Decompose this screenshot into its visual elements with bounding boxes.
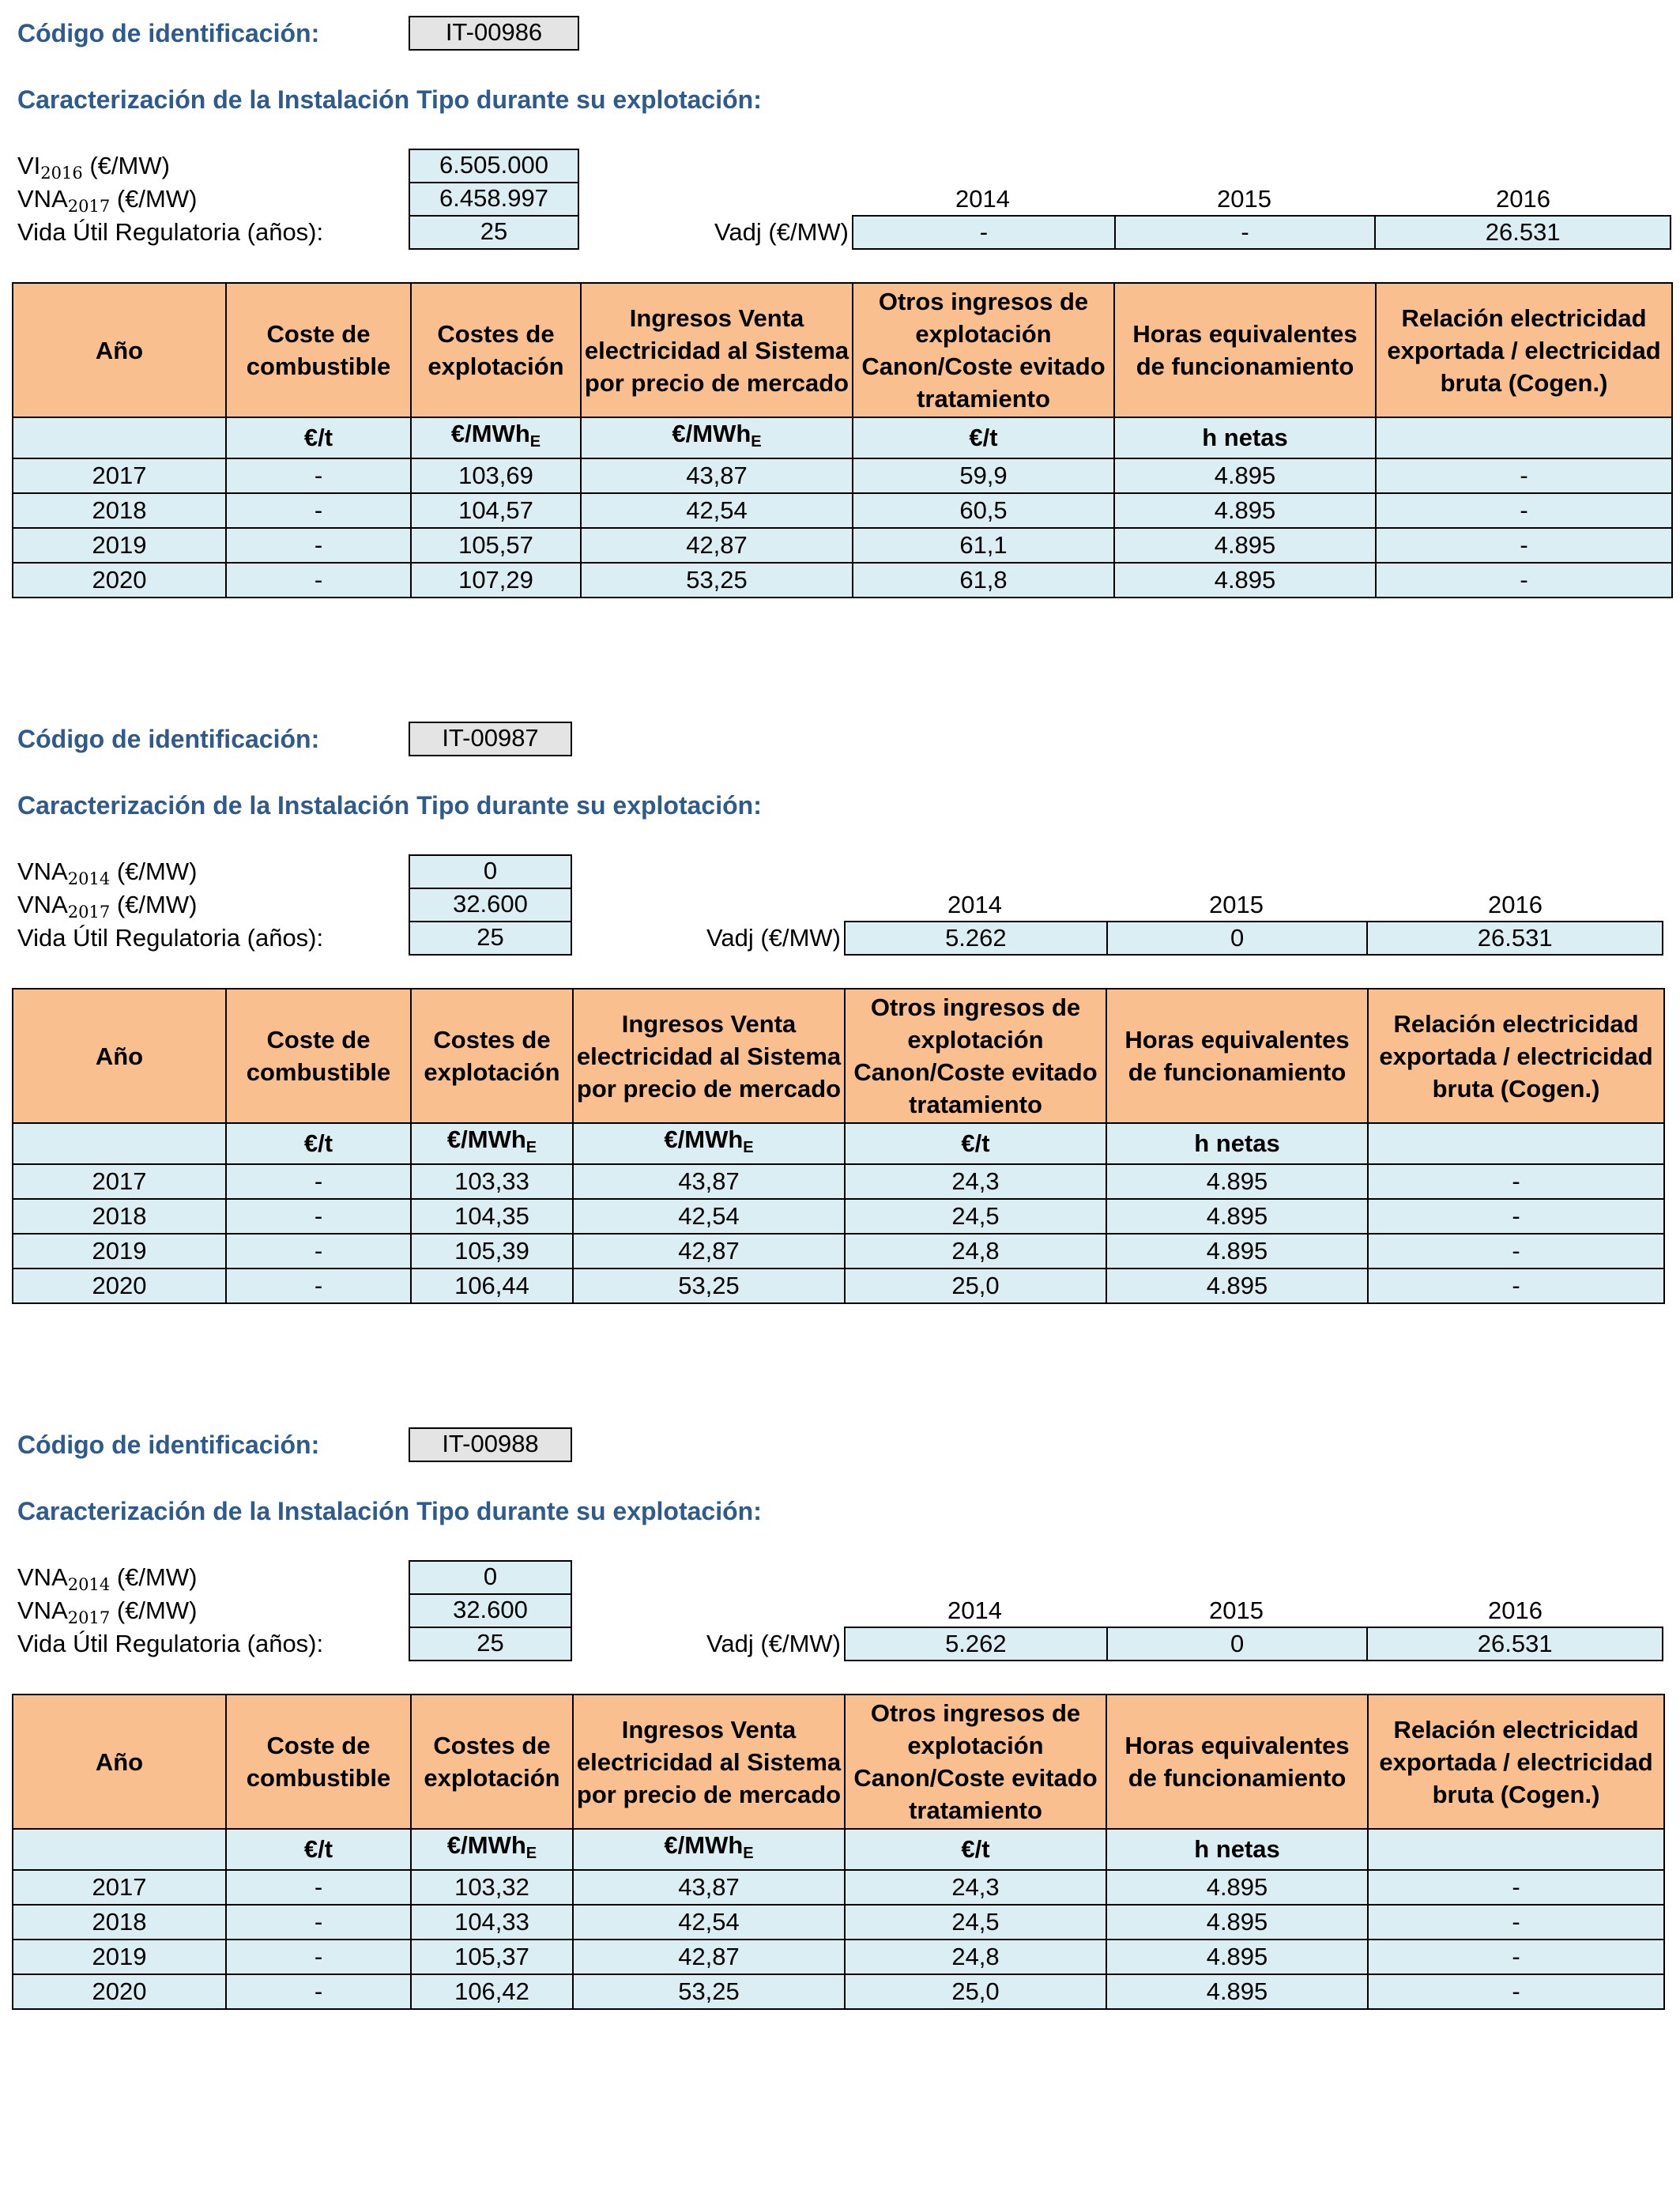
vadj-year-2015: 2015 [1209, 891, 1264, 918]
table-cell: 2019 [13, 1234, 226, 1269]
unit-cell-2 [411, 1829, 573, 1870]
table-cell: 4.895 [1106, 1974, 1368, 2009]
code-label: Código de identificación: [17, 725, 320, 753]
table-cell: - [226, 1234, 411, 1269]
section-title: Caracterización de la Instalación Tipo durante su explotación: [17, 1497, 762, 1525]
unit-text: €/t [303, 1835, 333, 1863]
table-cell: - [1368, 1905, 1664, 1940]
param3-value: 25 [409, 215, 579, 250]
unit-cell-3 [581, 417, 853, 458]
param2-label-sub: 2017 [67, 1608, 111, 1627]
param1-label-main: VI [17, 152, 41, 179]
table-cell: 2019 [13, 528, 226, 563]
section-title: Caracterización de la Instalación Tipo durante su explotación: [17, 791, 762, 820]
code-label: Código de identificación: [17, 19, 320, 47]
column-header-5: Horas equivalentes de funcionamiento [1114, 283, 1376, 417]
vadj-value-2015: 0 [1106, 1628, 1367, 1660]
table-row [13, 1905, 1664, 1940]
table-cell: 105,57 [411, 528, 581, 563]
table-row [13, 1974, 1664, 2009]
column-header-6: Relación electricidad exportada / electricidad bruta (Cogen.) [1376, 283, 1672, 417]
table-cell: - [226, 528, 411, 563]
table-cell: - [226, 1199, 411, 1234]
param3-label: Vida Útil Regulatoria (años): [17, 1630, 324, 1657]
table-cell: 24,5 [845, 1199, 1106, 1234]
unit-cell-1 [226, 417, 411, 458]
vadj-label: Vadj (€/MW) [714, 218, 849, 246]
vadj-year-2015: 2015 [1217, 185, 1271, 213]
unit-subscript: E [525, 1845, 537, 1862]
table-cell: - [1368, 1269, 1664, 1303]
unit-text: €/t [303, 424, 333, 451]
unit-text: €/MWh [446, 1125, 526, 1153]
unit-text: h netas [1194, 1129, 1280, 1157]
param2-value: 32.600 [409, 888, 572, 922]
table-row [13, 1870, 1664, 1905]
column-header-5: Horas equivalentes de funcionamiento [1106, 1695, 1368, 1829]
table-cell: 42,87 [573, 1234, 845, 1269]
table-cell: 2017 [13, 1870, 226, 1905]
table-cell: - [226, 1974, 411, 2009]
table-cell: - [226, 563, 411, 598]
table-cell: 4.895 [1114, 458, 1376, 493]
unit-cell-0 [13, 1123, 226, 1164]
column-header-3: Ingresos Venta electricidad al Sistema por precio de mercado [573, 1695, 845, 1829]
vadj-year-2016: 2016 [1496, 185, 1550, 213]
column-header-4: Otros ingresos de explotación Canon/Coste evitado tratamiento [845, 1695, 1106, 1829]
code-value-box: IT-00987 [409, 722, 572, 756]
param2-value: 32.600 [409, 1593, 572, 1628]
unit-cell-5 [1106, 1829, 1368, 1870]
table-cell: - [226, 1164, 411, 1199]
table-cell: 4.895 [1106, 1269, 1368, 1303]
unit-subscript: E [525, 1139, 537, 1156]
table-header-row [13, 1695, 1664, 1829]
column-header-4: Otros ingresos de explotación Canon/Coste evitado tratamiento [853, 283, 1114, 417]
table-row [13, 1269, 1664, 1303]
table-cell: - [226, 1905, 411, 1940]
table-cell: 24,3 [845, 1164, 1106, 1199]
unit-cell-5 [1114, 417, 1376, 458]
param3-label: Vida Útil Regulatoria (años): [17, 924, 324, 952]
param1-label-sub: 2014 [67, 869, 111, 888]
unit-subscript: E [743, 1845, 754, 1862]
table-header-row [13, 283, 1672, 417]
unit-text: €/t [961, 1835, 990, 1863]
param1-value: 6.505.000 [409, 149, 579, 183]
table-cell: 4.895 [1114, 493, 1376, 528]
table-cell: - [1368, 1940, 1664, 1974]
installation-block-2 [0, 706, 1680, 1409]
unit-text: €/MWh [450, 420, 530, 447]
table-cell: 4.895 [1106, 1870, 1368, 1905]
column-header-5: Horas equivalentes de funcionamiento [1106, 989, 1368, 1123]
param1-label-main: VNA [17, 858, 68, 885]
param2-label-main: VNA [17, 1596, 68, 1624]
table-cell: 59,9 [853, 458, 1114, 493]
table-cell: 42,87 [581, 528, 853, 563]
installation-block-3 [0, 1412, 1680, 2115]
vadj-value-2014: 5.262 [945, 924, 1007, 952]
table-cell: 2018 [13, 1199, 226, 1234]
table-cell: - [226, 1940, 411, 1974]
table-cell: 2020 [13, 1269, 226, 1303]
table-cell: - [1368, 1164, 1664, 1199]
column-header-4: Otros ingresos de explotación Canon/Coste evitado tratamiento [845, 989, 1106, 1123]
unit-cell-3 [573, 1123, 845, 1164]
table-cell: - [1368, 1974, 1664, 2009]
vadj-value-2016: 26.531 [1366, 1628, 1662, 1660]
param3-value: 25 [409, 1627, 572, 1661]
vadj-value-2015: 0 [1106, 922, 1367, 954]
vadj-label: Vadj (€/MW) [706, 1630, 841, 1657]
table-row [13, 1164, 1664, 1199]
table-cell: - [1376, 458, 1672, 493]
column-header-2: Costes de explotación [411, 1695, 573, 1829]
param3-label: Vida Útil Regulatoria (años): [17, 218, 324, 246]
column-header-1: Coste de combustible [226, 283, 411, 417]
unit-cell-6 [1376, 417, 1672, 458]
unit-text: €/t [303, 1129, 333, 1157]
table-cell: 61,8 [853, 563, 1114, 598]
unit-cell-6 [1368, 1123, 1664, 1164]
column-header-1: Coste de combustible [226, 989, 411, 1123]
data-table [12, 282, 1673, 598]
table-cell: 104,33 [411, 1905, 573, 1940]
param1-label-unit: (€/MW) [110, 858, 198, 885]
column-header-6: Relación electricidad exportada / electricidad bruta (Cogen.) [1368, 1695, 1664, 1829]
column-header-2: Costes de explotación [411, 989, 573, 1123]
vadj-values-row [852, 215, 1671, 250]
table-cell: 42,87 [573, 1940, 845, 1974]
section-title: Caracterización de la Instalación Tipo durante su explotación: [17, 85, 762, 114]
param2-label-main: VNA [17, 891, 68, 918]
vadj-value-2014: - [979, 218, 989, 246]
param2-label-unit: (€/MW) [110, 1596, 198, 1624]
table-cell: - [1368, 1870, 1664, 1905]
param1-value: 0 [409, 854, 572, 889]
unit-cell-2 [411, 1123, 573, 1164]
table-cell: 24,3 [845, 1870, 1106, 1905]
unit-subscript: E [529, 433, 541, 450]
table-row [13, 1199, 1664, 1234]
table-cell: 2019 [13, 1940, 226, 1974]
table-cell: 43,87 [573, 1870, 845, 1905]
table-row [13, 1234, 1664, 1269]
table-cell: 103,33 [411, 1164, 573, 1199]
table-cell: - [1376, 528, 1672, 563]
table-cell: - [226, 1269, 411, 1303]
unit-subscript: E [751, 433, 762, 450]
table-cell: 103,69 [411, 458, 581, 493]
table-cell: 104,57 [411, 493, 581, 528]
column-header-6: Relación electricidad exportada / electricidad bruta (Cogen.) [1368, 989, 1664, 1123]
table-cell: - [226, 458, 411, 493]
table-header-row [13, 989, 1664, 1123]
param2-label-sub: 2017 [67, 197, 111, 216]
table-cell: 60,5 [853, 493, 1114, 528]
code-value-box: IT-00986 [409, 16, 579, 51]
unit-cell-4 [853, 417, 1114, 458]
vadj-values-row [844, 921, 1663, 956]
table-cell: 61,1 [853, 528, 1114, 563]
table-cell: 43,87 [573, 1164, 845, 1199]
param2-label-main: VNA [17, 185, 68, 213]
param2-label-unit: (€/MW) [110, 185, 198, 213]
table-cell: 4.895 [1106, 1199, 1368, 1234]
table-cell: - [226, 493, 411, 528]
vadj-value-2016: 26.531 [1374, 217, 1670, 248]
table-cell: - [226, 1870, 411, 1905]
table-cell: 4.895 [1106, 1234, 1368, 1269]
vadj-year-2014: 2014 [947, 891, 1002, 918]
vadj-year-2016: 2016 [1488, 1596, 1543, 1624]
column-header-3: Ingresos Venta electricidad al Sistema por precio de mercado [581, 283, 853, 417]
unit-text: €/MWh [446, 1831, 526, 1859]
table-cell: 24,5 [845, 1905, 1106, 1940]
unit-cell-1 [226, 1123, 411, 1164]
unit-cell-1 [226, 1829, 411, 1870]
unit-cell-6 [1368, 1829, 1664, 1870]
table-units-row [13, 1829, 1664, 1870]
vadj-year-2015: 2015 [1209, 1596, 1264, 1624]
vadj-year-2014: 2014 [955, 185, 1010, 213]
table-row [13, 1940, 1664, 1974]
table-cell: - [1368, 1199, 1664, 1234]
unit-cell-4 [845, 1829, 1106, 1870]
code-value-box: IT-00988 [409, 1427, 572, 1462]
vadj-label: Vadj (€/MW) [706, 924, 841, 952]
table-cell: 4.895 [1106, 1164, 1368, 1199]
table-row [13, 563, 1672, 598]
data-table [12, 988, 1665, 1304]
table-cell: 2018 [13, 493, 226, 528]
column-header-0: Año [13, 1695, 226, 1829]
param1-label-main: VNA [17, 1563, 68, 1591]
vadj-value-2016: 26.531 [1366, 922, 1662, 954]
param1-label-sub: 2016 [40, 164, 83, 183]
table-cell: 42,54 [573, 1199, 845, 1234]
unit-text: €/MWh [664, 1831, 744, 1859]
table-cell: 53,25 [581, 563, 853, 598]
table-row [13, 458, 1672, 493]
unit-text: h netas [1194, 1835, 1280, 1863]
table-cell: 4.895 [1114, 528, 1376, 563]
unit-text: €/MWh [672, 420, 751, 447]
table-cell: 24,8 [845, 1234, 1106, 1269]
installation-block-1 [0, 0, 1680, 703]
table-units-row [13, 417, 1672, 458]
table-cell: - [1376, 493, 1672, 528]
unit-cell-4 [845, 1123, 1106, 1164]
table-row [13, 493, 1672, 528]
table-cell: 53,25 [573, 1974, 845, 2009]
table-cell: - [1376, 563, 1672, 598]
table-cell: 42,54 [573, 1905, 845, 1940]
param2-label-sub: 2017 [67, 903, 111, 922]
unit-text: €/t [969, 424, 998, 451]
vadj-year-2014: 2014 [947, 1596, 1002, 1624]
param3-value: 25 [409, 921, 572, 956]
unit-cell-2 [411, 417, 581, 458]
table-cell: 25,0 [845, 1974, 1106, 2009]
unit-subscript: E [743, 1139, 754, 1156]
unit-text: h netas [1202, 424, 1288, 451]
code-label: Código de identificación: [17, 1431, 320, 1459]
table-cell: 53,25 [573, 1269, 845, 1303]
param2-label-unit: (€/MW) [110, 891, 198, 918]
table-cell: 4.895 [1106, 1940, 1368, 1974]
table-row [13, 528, 1672, 563]
column-header-1: Coste de combustible [226, 1695, 411, 1829]
unit-text: €/MWh [664, 1125, 744, 1153]
unit-cell-3 [573, 1829, 845, 1870]
table-cell: 2020 [13, 563, 226, 598]
table-cell: 25,0 [845, 1269, 1106, 1303]
table-cell: - [1368, 1234, 1664, 1269]
param1-label-unit: (€/MW) [110, 1563, 198, 1591]
table-cell: 42,54 [581, 493, 853, 528]
param1-label-sub: 2014 [67, 1575, 111, 1594]
vadj-values-row [844, 1627, 1663, 1661]
table-cell: 2017 [13, 458, 226, 493]
param2-value: 6.458.997 [409, 182, 579, 217]
table-cell: 2020 [13, 1974, 226, 2009]
table-cell: 4.895 [1114, 563, 1376, 598]
table-cell: 43,87 [581, 458, 853, 493]
unit-cell-5 [1106, 1123, 1368, 1164]
table-cell: 104,35 [411, 1199, 573, 1234]
table-cell: 105,37 [411, 1940, 573, 1974]
vadj-year-2016: 2016 [1488, 891, 1543, 918]
vadj-value-2015: - [1114, 217, 1375, 248]
table-cell: 4.895 [1106, 1905, 1368, 1940]
table-units-row [13, 1123, 1664, 1164]
vadj-value-2014: 5.262 [945, 1630, 1007, 1657]
table-cell: 103,32 [411, 1870, 573, 1905]
table-cell: 105,39 [411, 1234, 573, 1269]
column-header-0: Año [13, 989, 226, 1123]
column-header-3: Ingresos Venta electricidad al Sistema por precio de mercado [573, 989, 845, 1123]
unit-cell-0 [13, 1829, 226, 1870]
table-cell: 106,42 [411, 1974, 573, 2009]
table-cell: 24,8 [845, 1940, 1106, 1974]
table-cell: 2017 [13, 1164, 226, 1199]
table-cell: 107,29 [411, 563, 581, 598]
table-cell: 2018 [13, 1905, 226, 1940]
param1-label-unit: (€/MW) [82, 152, 170, 179]
param1-value: 0 [409, 1560, 572, 1595]
data-table [12, 1694, 1665, 2010]
unit-text: €/t [961, 1129, 990, 1157]
column-header-0: Año [13, 283, 226, 417]
table-cell: 106,44 [411, 1269, 573, 1303]
unit-cell-0 [13, 417, 226, 458]
column-header-2: Costes de explotación [411, 283, 581, 417]
